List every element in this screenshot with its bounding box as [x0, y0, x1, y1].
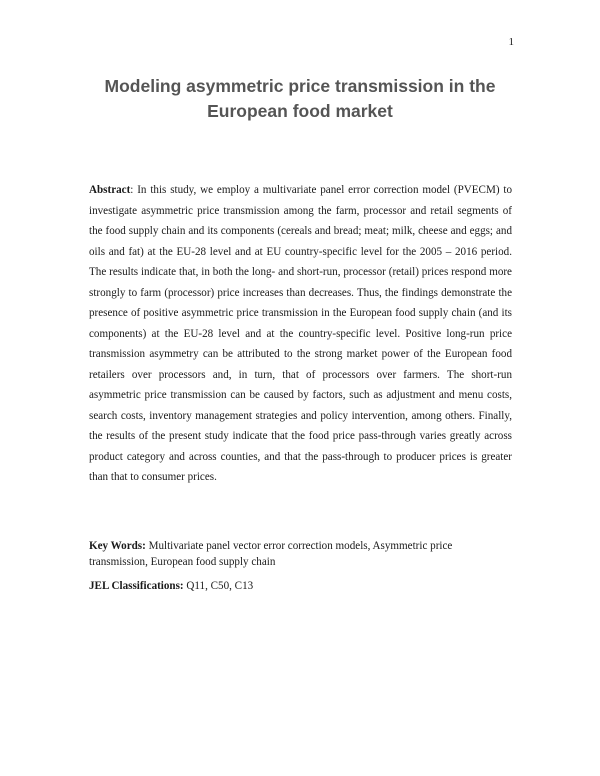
paper-title-line-1: Modeling asymmetric price transmission in the — [104, 76, 496, 96]
paper-title-line-2: European food market — [207, 101, 393, 121]
keywords-label: Key Words: — [89, 540, 146, 552]
abstract-label: Abstract — [89, 184, 131, 196]
keywords-paragraph — [89, 538, 512, 570]
abstract-text: : In this study, we employ a multivariate panel error correction model (PVECM) to investigate asymmetric price transmission among the farm, processor and retail segments of the food supply chain and its components (cereals and bread; meat; milk, cheese and eggs; and oils and fat) at the EU-28 level and at EU country-specific level for the 2005 – 2016 period. The results indicate that, in both the long- and short-run, processor (retail) prices respond more strongly to farm (processor) price increases than decreases. Thus, the findings demonstrate the presence of positive asymmetric price transmission in the European food supply chain (and its components) at the EU-28 level and at the country-specific level. Positive long-run price transmission asymmetry can be attributed to the strong market power of the European food retailers over processors and, in turn, that of processors over farmers. The short-run asymmetric price transmission can be caused by factors, such as adjustment and menu costs, search costs, inventory management strategies and policy intervention, among others. Finally, the results of the present study indicate that the food price pass-through varies greatly across product category and across counties, and that the pass-through to producer prices is greater than that to consumer prices. — [89, 184, 512, 483]
page-number: 1 — [508, 36, 514, 48]
jel-label: JEL Classifications: — [89, 580, 184, 592]
abstract-paragraph — [89, 180, 512, 488]
paper-title — [80, 74, 520, 124]
jel-text: Q11, C50, C13 — [183, 580, 254, 592]
jel-paragraph — [89, 578, 512, 594]
keywords-text: Multivariate panel vector error correction models, Asymmetric price transmission, European food supply chain — [89, 540, 453, 568]
